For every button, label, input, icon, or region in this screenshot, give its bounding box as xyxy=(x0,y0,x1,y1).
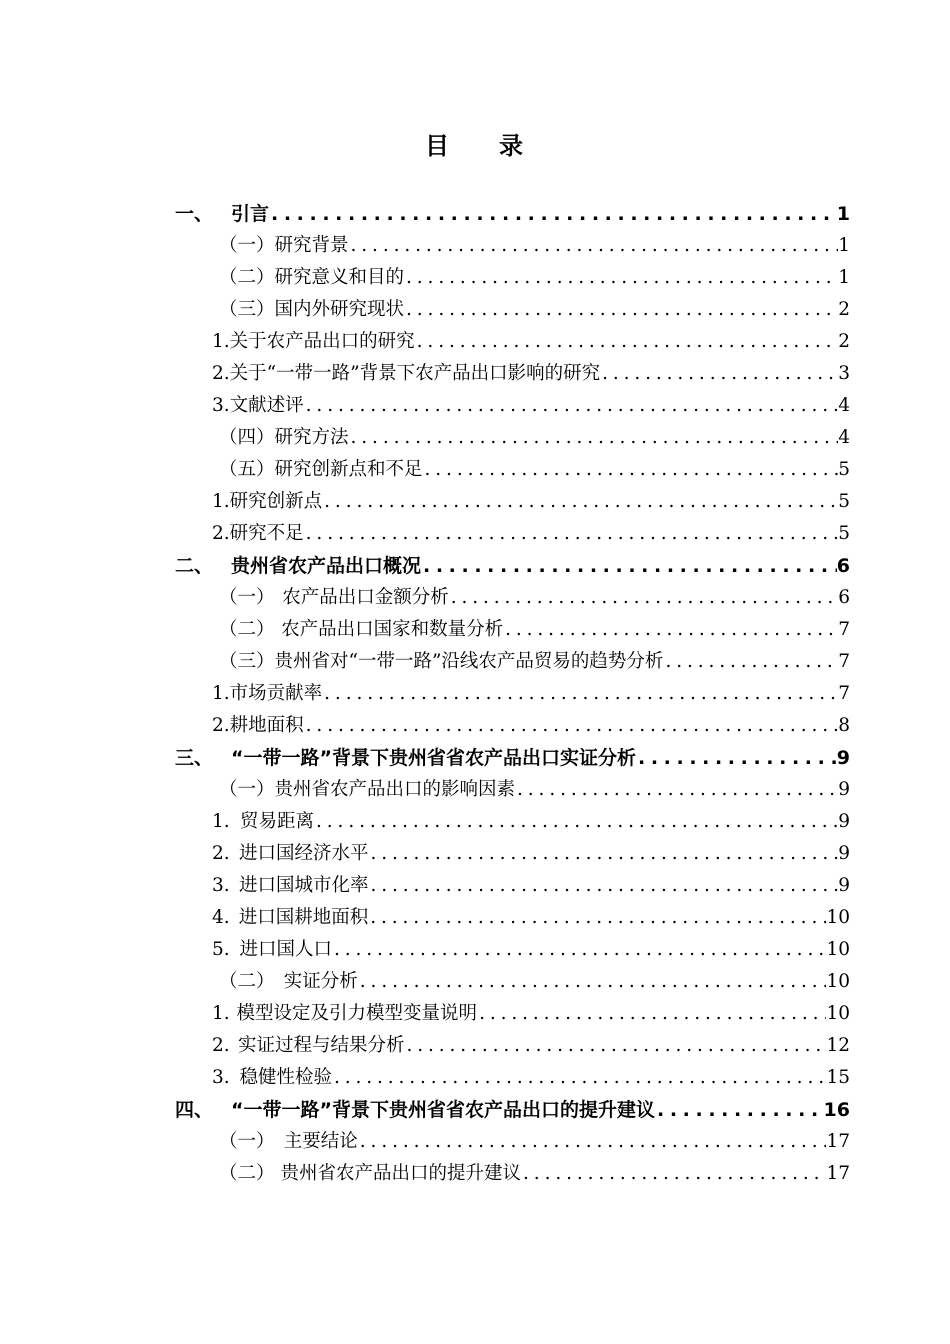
toc-leader-dots xyxy=(404,294,838,326)
toc-entry-page-number: 9 xyxy=(838,811,850,832)
toc-entry-page-number: 7 xyxy=(838,651,850,672)
toc-entry-title: 实证过程与结果分析 xyxy=(237,1035,405,1056)
toc-entry-page-number: 15 xyxy=(826,1067,850,1088)
toc-entry-title: 研究创新点 xyxy=(229,491,323,512)
toc-entry-title: 贵州省对“一带一路”沿线农产品贸易的趋势分析 xyxy=(274,651,664,672)
toc-entry-page-number: 2 xyxy=(838,331,850,352)
toc-entry-page-number: 10 xyxy=(826,939,850,960)
toc-entry[interactable] xyxy=(175,646,850,678)
toc-entry-number: 三、 xyxy=(175,747,214,769)
toc-leader-dots xyxy=(304,390,838,422)
toc-entry-page-number: 9 xyxy=(838,779,850,800)
toc-leader-dots xyxy=(304,518,838,550)
toc-leader-dots xyxy=(423,454,838,486)
toc-leader-dots xyxy=(477,998,826,1030)
toc-leader-dots xyxy=(332,1062,827,1094)
toc-entry[interactable] xyxy=(175,486,850,518)
toc-leader-dots xyxy=(655,1094,824,1126)
toc-entry-title: “一带一路”背景下贵州省省农产品出口实证分析 xyxy=(231,747,636,769)
toc-entry-page-number: 6 xyxy=(836,555,850,577)
toc-entry[interactable] xyxy=(175,806,850,838)
toc-leader-dots xyxy=(368,870,838,902)
toc-entry[interactable] xyxy=(175,1030,850,1062)
toc-entry[interactable] xyxy=(175,358,850,390)
toc-entry-number: （五） xyxy=(219,459,275,480)
toc-entry-number: 2. xyxy=(212,1035,230,1056)
toc-entry-title: 研究意义和目的 xyxy=(274,267,405,288)
toc-entry-number: 3. xyxy=(212,395,230,416)
toc-entry-title: 农产品出口国家和数量分析 xyxy=(281,619,504,640)
toc-entry-title: 进口国耕地面积 xyxy=(238,907,369,928)
toc-leader-dots xyxy=(332,934,827,966)
toc-entry[interactable] xyxy=(175,678,850,710)
toc-entry-number: （二） xyxy=(219,267,275,288)
toc-entry-title: 贸易距离 xyxy=(240,811,315,832)
toc-entry[interactable] xyxy=(175,998,850,1030)
toc-entry-page-number: 17 xyxy=(826,1163,850,1184)
toc-leader-dots xyxy=(636,742,837,774)
toc-leader-dots xyxy=(358,1126,827,1158)
toc-entry-page-number: 17 xyxy=(826,1131,850,1152)
toc-entry[interactable] xyxy=(175,422,850,454)
toc-entry-number: 1. xyxy=(212,811,230,832)
toc-entry-title: 贵州省农产品出口的影响因素 xyxy=(274,779,516,800)
toc-entry-page-number: 9 xyxy=(838,875,850,896)
toc-entry-page-number: 4 xyxy=(838,395,850,416)
toc-entry-page-number: 7 xyxy=(838,683,850,704)
toc-entry[interactable] xyxy=(175,934,850,966)
toc-entry-number: （二） xyxy=(219,971,275,992)
toc-entry-number: （四） xyxy=(219,427,275,448)
page-title xyxy=(0,126,950,161)
toc-entry[interactable] xyxy=(175,518,850,550)
toc-leader-dots xyxy=(421,550,837,582)
toc-entry[interactable] xyxy=(175,390,850,422)
toc-entry-page-number: 8 xyxy=(838,715,850,736)
toc-entry-page-number: 10 xyxy=(826,971,850,992)
toc-entry-title: 稳健性检验 xyxy=(239,1067,332,1088)
toc-entry-number: （二） xyxy=(219,619,275,640)
toc-leader-dots xyxy=(358,966,827,998)
toc-entry-page-number: 4 xyxy=(838,427,850,448)
toc-entry-title: “一带一路”背景下贵州省省农产品出口的提升建议 xyxy=(231,1099,655,1121)
toc-entry-page-number: 16 xyxy=(823,1099,850,1121)
toc-entry[interactable] xyxy=(175,1158,850,1190)
toc-entry-number: 3. xyxy=(212,1067,230,1088)
toc-entry-page-number: 1 xyxy=(838,267,850,288)
toc-entry[interactable] xyxy=(175,294,850,326)
toc-entry-title: 研究不足 xyxy=(229,523,304,544)
toc-entry-number: 四、 xyxy=(175,1099,214,1121)
toc-entry-page-number: 2 xyxy=(838,299,850,320)
toc-entry-title: 研究创新点和不足 xyxy=(274,459,423,480)
toc-entry-number: 2. xyxy=(212,843,230,864)
toc-entry-title: 关于“一带一路”背景下农产品出口影响的研究 xyxy=(229,363,601,384)
toc-entry-page-number: 1 xyxy=(836,203,850,225)
toc-entry-number: （一） xyxy=(219,779,275,800)
toc-entry-title: 研究方法 xyxy=(274,427,349,448)
toc-entry-number: （一） xyxy=(219,1131,275,1152)
toc-entry-title: 主要结论 xyxy=(283,1131,358,1152)
toc-entry[interactable] xyxy=(175,198,850,230)
toc-entry-title: 模型设定及引力模型变量说明 xyxy=(236,1003,478,1024)
toc-entry-number: 二、 xyxy=(175,555,214,577)
toc-entry-page-number: 10 xyxy=(826,1003,850,1024)
toc-entry-number: （一） xyxy=(219,235,275,256)
toc-leader-dots xyxy=(368,838,838,870)
toc-entry[interactable] xyxy=(175,1062,850,1094)
toc-leader-dots xyxy=(663,646,838,678)
toc-entry-page-number: 9 xyxy=(836,747,850,769)
toc-leader-dots xyxy=(349,230,838,262)
toc-leader-dots xyxy=(449,582,838,614)
toc-entry-page-number: 10 xyxy=(826,907,850,928)
toc-leader-dots xyxy=(415,326,838,358)
table-of-contents xyxy=(175,198,850,1190)
toc-entry-title: 进口国经济水平 xyxy=(238,843,369,864)
toc-entry-title: 市场贡献率 xyxy=(229,683,323,704)
toc-entry-page-number: 5 xyxy=(838,491,850,512)
toc-leader-dots xyxy=(269,198,837,230)
toc-entry-title: 贵州省农产品出口概况 xyxy=(231,555,422,577)
toc-entry-title: 贵州省农产品出口的提升建议 xyxy=(280,1163,522,1184)
toc-entry-page-number: 7 xyxy=(838,619,850,640)
toc-leader-dots xyxy=(349,422,838,454)
toc-entry[interactable] xyxy=(175,838,850,870)
toc-leader-dots xyxy=(503,614,838,646)
toc-entry-title: 国内外研究现状 xyxy=(274,299,405,320)
toc-leader-dots xyxy=(314,806,838,838)
toc-entry-page-number: 5 xyxy=(838,523,850,544)
toc-entry[interactable] xyxy=(175,774,850,806)
toc-entry-title: 进口国人口 xyxy=(239,939,332,960)
toc-leader-dots xyxy=(368,902,826,934)
title-char-1: 目 xyxy=(425,132,451,160)
toc-entry-number: 一、 xyxy=(175,203,214,225)
toc-entry[interactable] xyxy=(175,582,850,614)
toc-entry[interactable] xyxy=(175,1126,850,1158)
toc-entry-title: 引言 xyxy=(231,203,270,225)
toc-entry-title: 文献述评 xyxy=(229,395,304,416)
toc-entry-page-number: 9 xyxy=(838,843,850,864)
toc-leader-dots xyxy=(521,1158,826,1190)
toc-entry-number: （一） xyxy=(219,587,275,608)
toc-leader-dots xyxy=(515,774,838,806)
toc-entry[interactable] xyxy=(175,614,850,646)
toc-leader-dots xyxy=(322,486,838,518)
toc-leader-dots xyxy=(322,678,838,710)
toc-entry[interactable] xyxy=(175,742,850,774)
toc-entry-title: 耕地面积 xyxy=(229,715,304,736)
toc-entry-number: 1. xyxy=(212,1003,230,1024)
toc-entry[interactable] xyxy=(175,262,850,294)
toc-entry-number: 4. xyxy=(212,907,230,928)
toc-entry[interactable] xyxy=(175,966,850,998)
toc-entry-number: （三） xyxy=(219,299,275,320)
toc-entry[interactable] xyxy=(175,454,850,486)
toc-entry-number: 1. xyxy=(212,683,230,704)
toc-entry-number: 2. xyxy=(212,715,230,736)
toc-entry-title: 进口国城市化率 xyxy=(238,875,369,896)
toc-entry-number: 5. xyxy=(212,939,230,960)
toc-entry-title: 研究背景 xyxy=(274,235,349,256)
toc-entry[interactable] xyxy=(175,550,850,582)
toc-leader-dots xyxy=(600,358,838,390)
toc-entry-page-number: 3 xyxy=(838,363,850,384)
toc-leader-dots xyxy=(404,262,838,294)
toc-entry[interactable] xyxy=(175,1094,850,1126)
toc-entry-number: 2. xyxy=(212,363,230,384)
toc-entry-page-number: 12 xyxy=(826,1035,850,1056)
toc-entry-page-number: 5 xyxy=(838,459,850,480)
toc-entry-number: 1. xyxy=(212,331,230,352)
toc-entry-number: 2. xyxy=(212,523,230,544)
toc-leader-dots xyxy=(304,710,838,742)
toc-entry[interactable] xyxy=(175,902,850,934)
toc-entry-title: 实证分析 xyxy=(283,971,358,992)
toc-entry-number: （三） xyxy=(219,651,275,672)
toc-entry[interactable] xyxy=(175,710,850,742)
toc-entry-title: 关于农产品出口的研究 xyxy=(229,331,415,352)
toc-entry[interactable] xyxy=(175,870,850,902)
title-char-2: 录 xyxy=(499,132,525,160)
toc-leader-dots xyxy=(405,1030,827,1062)
toc-entry[interactable] xyxy=(175,326,850,358)
toc-entry-number: 1. xyxy=(212,491,230,512)
toc-entry-page-number: 1 xyxy=(838,235,850,256)
toc-entry-number: 3. xyxy=(212,875,230,896)
toc-entry-page-number: 6 xyxy=(838,587,850,608)
toc-entry[interactable] xyxy=(175,230,850,262)
toc-entry-number: （二） xyxy=(219,1163,275,1184)
toc-entry-title: 农产品出口金额分析 xyxy=(282,587,449,608)
